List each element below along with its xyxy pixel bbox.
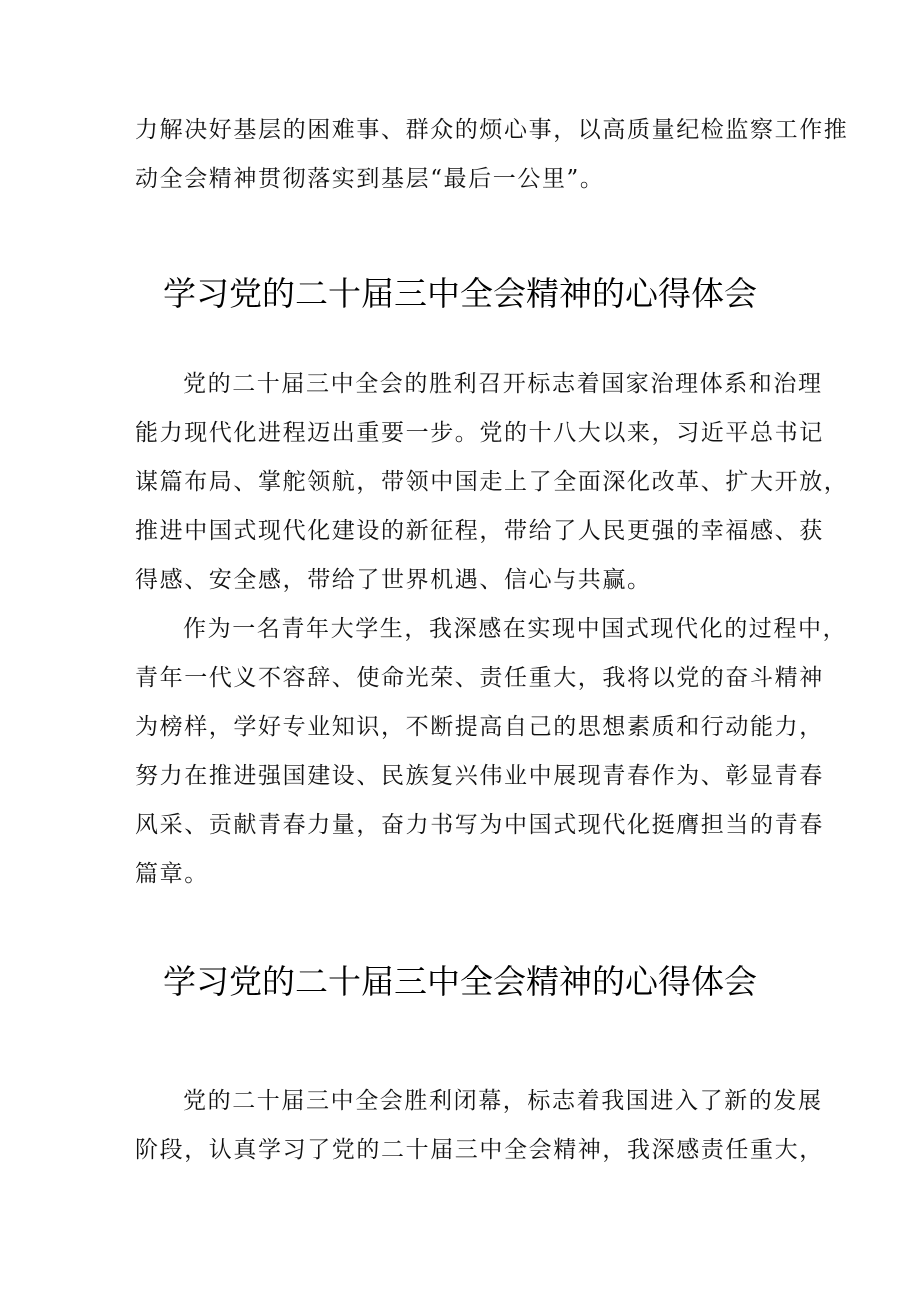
- section-2-title: 学习党的二十届三中全会精神的心得体会: [163, 962, 757, 1001]
- text-line: 风采、贡献青春力量，奋力书写为中国式现代化挺膺担当的青春: [135, 812, 824, 838]
- section-1-paragraph-2: [135, 605, 848, 899]
- text-line: 青年一代义不容辞、使命光荣、责任重大，我将以党的奋斗精神: [135, 665, 824, 691]
- section-1-title: 学习党的二十届三中全会精神的心得体会: [163, 274, 757, 313]
- text-line: 阶段，认真学习了党的二十届三中全会精神，我深感责任重大，: [135, 1137, 824, 1163]
- text-line: 为榜样，学好专业知识，不断提高自己的思想素质和行动能力，: [135, 714, 824, 740]
- intro-paragraph: [135, 106, 849, 204]
- text-line: 谋篇布局、掌舵领航，带领中国走上了全面深化改革、扩大开放，: [135, 469, 849, 495]
- text-line: 能力现代化进程迈出重要一步。党的十八大以来，习近平总书记: [135, 420, 824, 446]
- text-line: 得感、安全感，带给了世界机遇、信心与共赢。: [135, 567, 652, 593]
- text-line: 作为一名青年大学生，我深感在实现中国式现代化的过程中，: [183, 616, 848, 642]
- text-line: 党的二十届三中全会的胜利召开标志着国家治理体系和治理: [183, 371, 823, 397]
- section-2-paragraph-1: [135, 1077, 824, 1175]
- text-line: 力解决好基层的困难事、群众的烦心事，以高质量纪检监察工作推: [135, 117, 849, 143]
- text-line: 努力在推进强国建设、民族复兴伟业中展现青春作为、彰显青春: [135, 763, 824, 789]
- text-line: 篇章。: [135, 861, 209, 887]
- text-line: 动全会精神贯彻落实到基层“最后一公里”。: [135, 166, 605, 192]
- text-line: 党的二十届三中全会胜利闭幕，标志着我国进入了新的发展: [183, 1088, 823, 1114]
- section-1-paragraph-1: [135, 360, 849, 605]
- text-line: 推进中国式现代化建设的新征程，带给了人民更强的幸福感、获: [135, 518, 824, 544]
